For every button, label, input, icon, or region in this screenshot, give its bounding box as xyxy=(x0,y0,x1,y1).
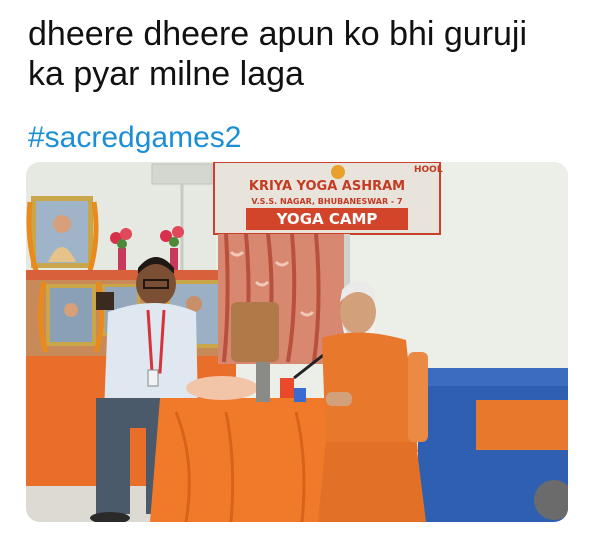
ashram-scene xyxy=(26,162,568,522)
banner-line3: YOGA CAMP xyxy=(276,210,378,228)
banner-corner-text: HOOL xyxy=(414,165,443,175)
post-caption: dheere dheere apun ko bhi guruji ka pyar milne laga xyxy=(28,15,528,93)
hashtag-link[interactable]: #sacredgames2 xyxy=(28,121,242,154)
banner-line2: V.S.S. NAGAR, BHUBANESWAR - 7 xyxy=(251,197,403,206)
yoga-camp-banner xyxy=(214,162,443,234)
guru-portrait-large xyxy=(31,196,93,268)
banner-line1: KRIYA YOGA ASHRAM xyxy=(248,179,406,194)
post-photo[interactable] xyxy=(26,162,568,522)
